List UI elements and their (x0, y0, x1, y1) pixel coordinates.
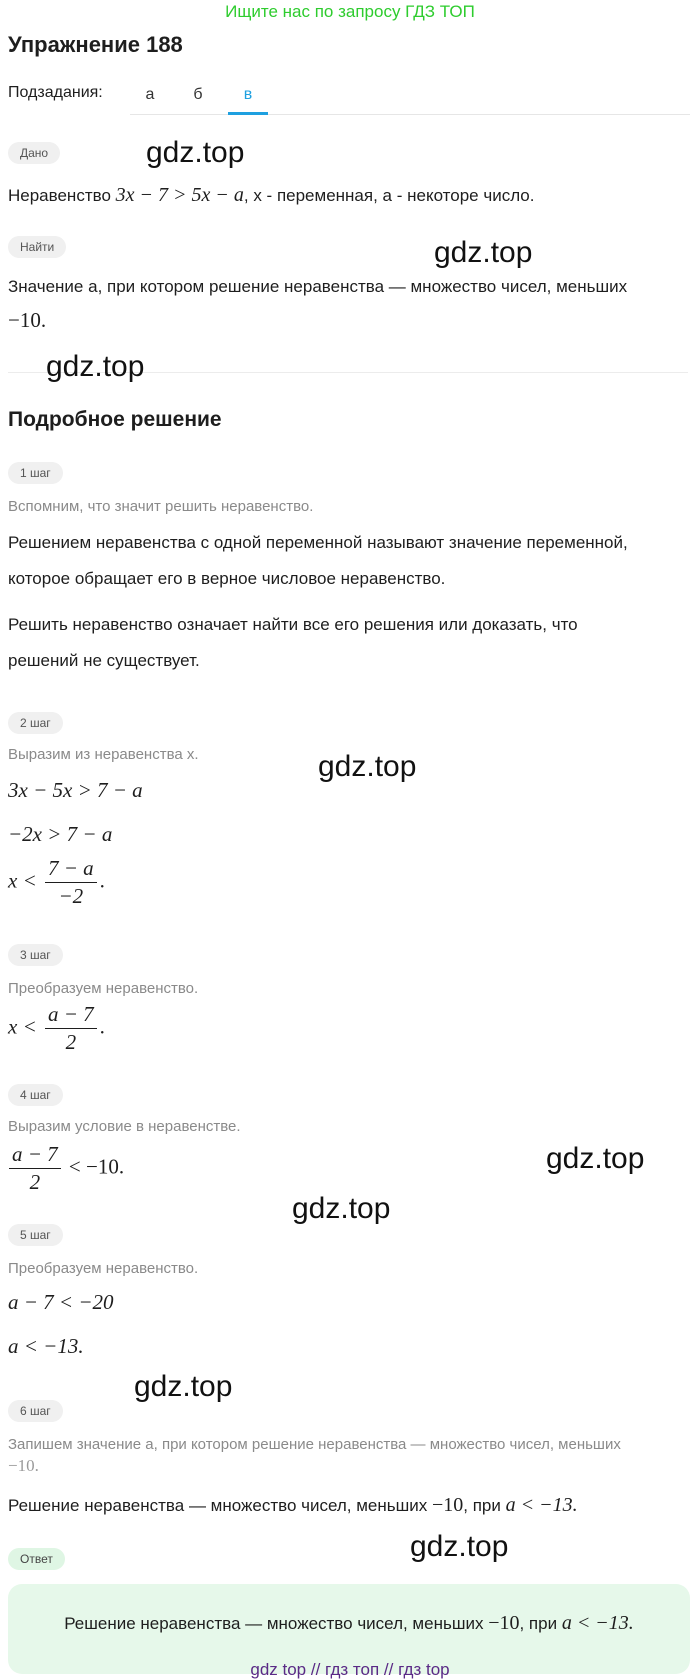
watermark: gdz.top (134, 1370, 233, 1403)
watermark: gdz.top (46, 350, 145, 383)
step-5-badge: 5 шаг (8, 1224, 63, 1246)
step-4-numerator: a − 7 (9, 1142, 61, 1169)
given-badge: Дано (8, 142, 60, 164)
solution-title: Подробное решение (8, 408, 222, 431)
step-4-fraction-line (6, 1142, 124, 1195)
step-3-denominator: 2 (65, 1030, 77, 1054)
step-4-denominator: 2 (29, 1170, 41, 1194)
search-banner: Ищите нас по запросу ГДЗ ТОП (225, 2, 475, 21)
step-2-badge: 2 шаг (8, 712, 63, 734)
step-6-hint: Запишем значение a, при котором решение неравенства — множество чисел, меньших (8, 1436, 621, 1453)
find-text: Значение a, при котором решение неравенства — множество чисел, меньших (8, 277, 628, 296)
step-6-hint-value: −10. (8, 1456, 39, 1475)
answer-badge: Ответ (8, 1548, 65, 1570)
step-3-hint: Преобразуем неравенство. (8, 980, 199, 997)
step-6-badge: 6 шаг (8, 1400, 63, 1422)
step-4-fraction (9, 1142, 61, 1195)
step-4-badge: 4 шаг (8, 1084, 63, 1106)
step-2-numerator: 7 − a (45, 856, 97, 883)
step-2-tail: . (99, 868, 105, 893)
active-tab-indicator (228, 112, 268, 115)
step-1-paragraph-2a: Решить неравенство означает найти все его решения или доказать, что (8, 615, 578, 634)
find-badge: Найти (8, 236, 66, 258)
step-6-result-condition: a < −13. (505, 1494, 578, 1516)
step-6-result-prefix: Решение неравенства — множество чисел, меньших (8, 1496, 428, 1515)
step-3-numerator: a − 7 (45, 1002, 97, 1029)
step-2-lhs: x < (8, 868, 37, 893)
given-prefix: Неравенство (8, 186, 111, 205)
answer-value: −10 (488, 1612, 520, 1634)
watermark: gdz.top (410, 1530, 509, 1563)
find-value: −10. (8, 308, 47, 332)
step-4-hint: Выразим условие в неравенстве. (8, 1118, 241, 1135)
step-5-line-1: a − 7 < −20 (8, 1290, 114, 1314)
footer-link-gdz-top-ru[interactable]: гдз топ (325, 1660, 380, 1679)
step-3-fraction-line (8, 1002, 105, 1055)
step-3-tail: . (99, 1014, 105, 1039)
step-1-paragraph-1b: которое обращает его в верное числовое неравенство. (8, 569, 446, 588)
step-2-fraction-line (8, 856, 105, 909)
given-expression: 3x − 7 > 5x − a (115, 184, 244, 206)
step-3-badge: 3 шаг (8, 944, 63, 966)
step-1-badge: 1 шаг (8, 462, 63, 484)
step-5-hint: Преобразуем неравенство. (8, 1260, 199, 1277)
tab-a[interactable]: а (145, 86, 155, 103)
step-1-paragraph-1a: Решением неравенства с одной переменной называют значение переменной, (8, 533, 628, 552)
page-title: Упражнение 188 (8, 32, 183, 57)
step-6-result (8, 1492, 578, 1518)
given-suffix: , x - переменная, a - некоторе число. (243, 186, 535, 205)
watermark: gdz.top (434, 236, 533, 269)
step-6-result-mid: , при (463, 1496, 501, 1515)
tab-v[interactable]: в (243, 86, 253, 103)
given-text (8, 182, 534, 208)
step-2-line-2: −2x > 7 − a (8, 822, 113, 846)
step-4-rhs: < −10. (68, 1154, 125, 1179)
footer-separator: // (306, 1660, 326, 1679)
step-3-lhs: x < (8, 1014, 37, 1039)
step-2-fraction (45, 856, 97, 909)
step-2-line-1: 3x − 5x > 7 − a (8, 778, 143, 802)
footer-link-gdz-top-mixed[interactable]: гдз top (398, 1660, 450, 1679)
step-6-result-value: −10 (432, 1494, 464, 1516)
answer-text (8, 1612, 690, 1635)
answer-condition: a < −13. (561, 1612, 634, 1634)
tab-b[interactable]: б (193, 86, 203, 103)
subtask-tabs (130, 80, 690, 115)
footer-link-gdz-top[interactable]: gdz top (250, 1660, 307, 1679)
step-5-line-2: a < −13. (8, 1334, 84, 1358)
footer-links (0, 1660, 700, 1680)
watermark: gdz.top (292, 1192, 391, 1225)
step-1-hint: Вспомним, что значит решить неравенство. (8, 498, 314, 515)
step-1-paragraph-2b: решений не существует. (8, 651, 200, 670)
step-2-hint: Выразим из неравенства x. (8, 746, 199, 763)
watermark: gdz.top (318, 750, 417, 783)
step-2-denominator: −2 (58, 884, 84, 908)
watermark: gdz.top (546, 1142, 645, 1175)
footer-separator: // (379, 1660, 399, 1679)
subtasks-label: Подзадания: (8, 84, 103, 101)
answer-prefix: Решение неравенства — множество чисел, меньших (64, 1614, 484, 1633)
step-3-fraction (45, 1002, 97, 1055)
watermark: gdz.top (146, 136, 245, 169)
answer-mid: , при (519, 1614, 558, 1633)
